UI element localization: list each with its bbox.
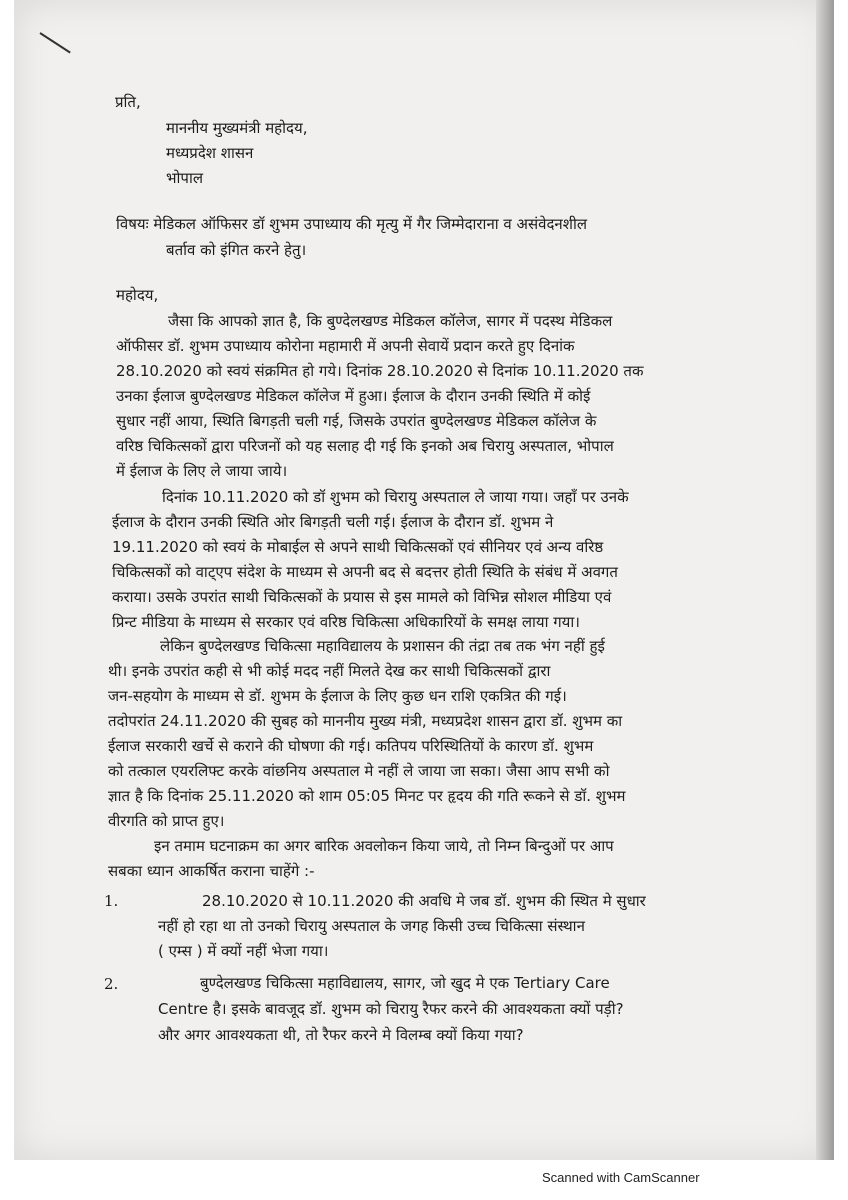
point-line: नहीं हो रहा था तो उनको चिरायु अस्पताल के जगह किसी उच्च चिकित्सा संस्थान: [158, 917, 585, 935]
recipient-line: मध्यप्रदेश शासन: [166, 144, 254, 162]
para2-line: ईलाज के दौरान उनकी स्थिति ओर बिगड़ती चली गई। ईलाज के दौरान डॉ. शुभम ने: [112, 513, 554, 531]
para1-line: ऑफीसर डॉ. शुभम उपाध्याय कोरोना महामारी में अपनी सेवायें प्रदान करते हुए दिनांक: [116, 337, 575, 355]
greeting: महोदय,: [116, 286, 159, 304]
subject-line: विषयः मेडिकल ऑफिसर डॉ शुभम उपाध्याय की मृत्यु में गैर जिम्मेदाराना व असंवेदनशील: [116, 215, 588, 233]
subject-line: बर्ताव को इंगित करने हेतु।: [166, 241, 307, 259]
para1-line: सुधार नहीं आया, स्थिति बिगड़ती चली गई, जिसके उपरांत बुण्देलखण्ड मेडिकल कॉलेज के: [116, 412, 597, 430]
para3-line: को तत्काल एयरलिफ्ट करके वांछनिय अस्पताल मे नहीं ले जाया जा सका। जैसा आप सभी को: [108, 762, 610, 780]
para3-line: ज्ञात है कि दिनांक 25.11.2020 को शाम 05:05 मिनट पर हृदय की गति रूकने से डॉ. शुभम: [108, 787, 626, 805]
para1-line: उनका ईलाज बुण्देलखण्ड मेडिकल कॉलेज में हुआ। ईलाज के दौरान उनकी स्थिति में कोई: [116, 387, 591, 405]
para1-line: 28.10.2020 को स्वयं संक्रमित हो गये। दिनांक 28.10.2020 से दिनांक 10.11.2020 तक: [116, 362, 644, 380]
point-number: 2.: [104, 975, 119, 993]
point-line: 28.10.2020 से 10.11.2020 की अवधि मे जब डॉ. शुभम की स्थित मे सुधार: [202, 892, 646, 910]
point-line: बुण्देलखण्ड चिकित्सा महाविद्यालय, सागर, जो खुद मे एक Tertiary Care: [200, 974, 610, 992]
para1-line: वरिष्ठ चिकित्सकों द्वारा परिजनों को यह सलाह दी गई कि इनको अब चिरायु अस्पताल, भोपाल: [116, 437, 614, 455]
para2-line: 19.11.2020 को स्वयं के मोबाईल से अपने साथी चिकित्सकों एवं सीनियर एवं अन्य वरिष्ठ: [112, 538, 604, 556]
para3-line: तदोपरांत 24.11.2020 की सुबह को माननीय मुख्य मंत्री, मध्यप्रदेश शासन द्वारा डॉ. शुभम का: [108, 712, 623, 730]
point-number: 1.: [104, 892, 119, 910]
salutation-to: प्रति,: [115, 93, 141, 111]
point-line: Centre है। इसके बावजूद डॉ. शुभम को चिरायु रैफर करने की आवश्यकता क्यों पड़ी?: [158, 1000, 624, 1018]
para4-line: सबका ध्यान आकर्षित कराना चाहेंगे :-: [108, 862, 315, 880]
para3-line: वीरगति को प्राप्त हुए।: [108, 812, 225, 830]
para2-line: प्रिन्ट मीडिया के माध्यम से सरकार एवं वरिष्ठ चिकित्सा अधिकारियों के समक्ष लाया गया।: [112, 613, 580, 631]
recipient-line: भोपाल: [166, 169, 204, 187]
para3-line: लेकिन बुण्देलखण्ड चिकित्सा महाविद्यालय के प्रशासन की तंद्रा तब तक भंग नहीं हुई: [160, 637, 605, 655]
para2-line: दिनांक 10.11.2020 को डॉ शुभम को चिरायु अस्पताल ले जाया गया। जहाँ पर उनके: [162, 488, 629, 506]
recipient-line: माननीय मुख्यमंत्री महोदय,: [166, 119, 308, 137]
para1-line: में ईलाज के लिए ले जाया जाये।: [116, 462, 288, 480]
para4-line: इन तमाम घटनाक्रम का अगर बारिक अवलोकन किया जाये, तो निम्न बिन्दुओं पर आप: [154, 837, 614, 855]
para3-line: ईलाज सरकारी खर्चे से कराने की घोषणा की गई। कतिपय परिस्थितियों के कारण डॉ. शुभम: [108, 737, 594, 755]
point-line: और अगर आवश्यकता थी, तो रैफर करने मे विलम्ब क्यों किया गया?: [158, 1026, 524, 1044]
para2-line: चिकित्सकों को वाट्एप संदेश के माध्यम से अपनी बद से बदत्तर होती स्थिति के संबंध में अवगत: [112, 563, 618, 581]
para1-line: जैसा कि आपको ज्ञात है, कि बुण्देलखण्ड मेडिकल कॉलेज, सागर में पदस्थ मेडिकल: [168, 312, 613, 330]
scanner-watermark: Scanned with CamScanner: [542, 1170, 700, 1185]
para2-line: कराया। उसके उपरांत साथी चिकित्सकों के प्रयास से इस मामले को विभिन्न सोशल मीडिया एवं: [112, 588, 612, 606]
para3-line: जन-सहयोग के माध्यम से डॉ. शुभम के ईलाज के लिए कुछ धन राशि एकत्रित की गई।: [108, 687, 567, 705]
point-line: ( एम्स ) में क्यों नहीं भेजा गया।: [158, 942, 329, 960]
page-edge-shadow: [816, 0, 834, 1160]
para3-line: थी। इनके उपरांत कही से भी कोई मदद नहीं मिलते देख कर साथी चिकित्सकों द्वारा: [108, 662, 551, 680]
